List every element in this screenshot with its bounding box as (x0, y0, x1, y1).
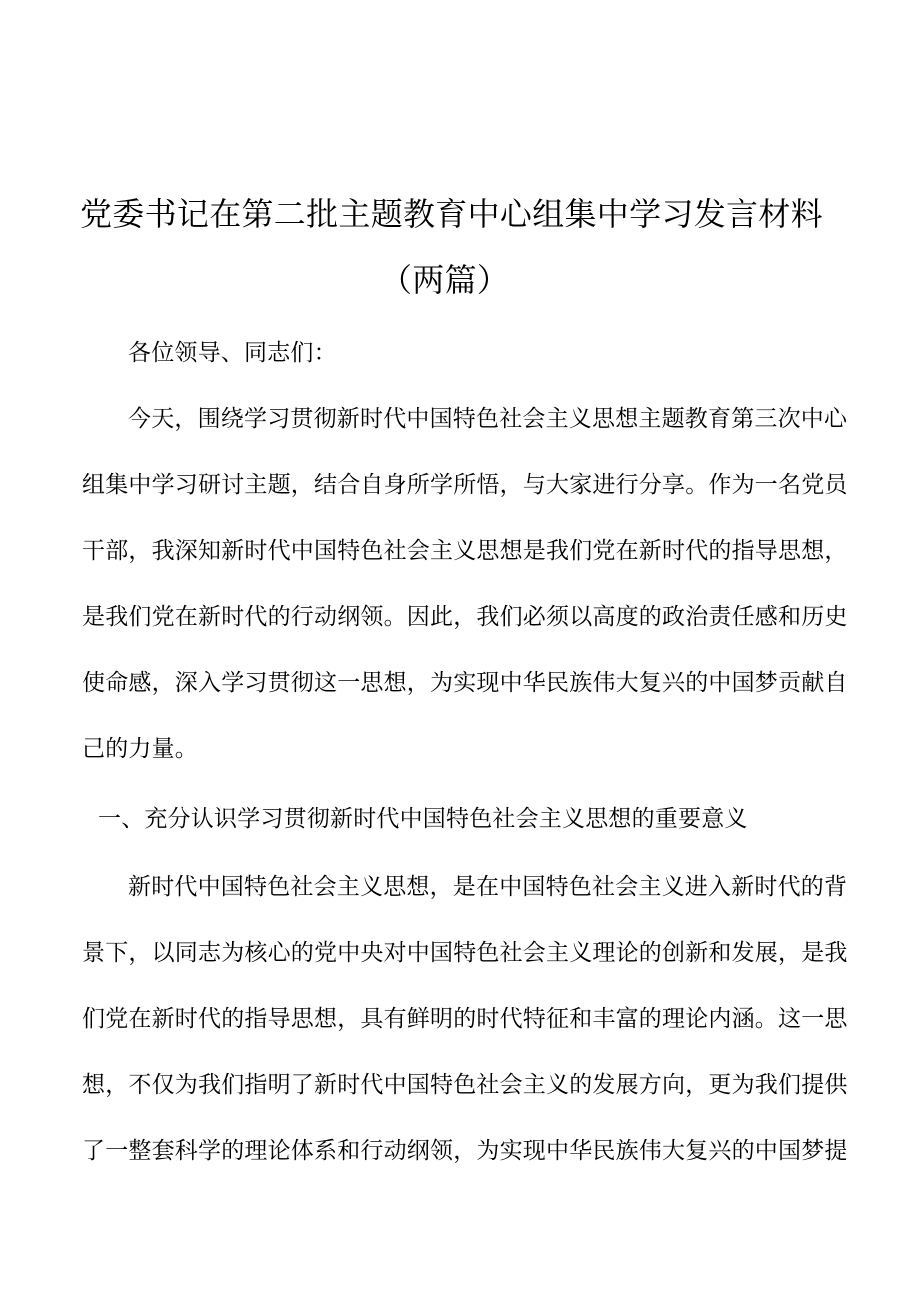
paragraph-2-line: 了一整套科学的理论体系和行动纲领，为实现中华民族伟大复兴的中国梦提 (82, 1138, 848, 1164)
section-heading: 一、充分认识学习贯彻新时代中国特色社会主义思想的重要意义 (98, 806, 748, 832)
salutation: 各位领导、同志们： (128, 340, 337, 366)
paragraph-2-line: 想，不仅为我们指明了新时代中国特色社会主义的发展方向，更为我们提供 (82, 1072, 848, 1098)
paragraph-1-line: 今天，围绕学习贯彻新时代中国特色社会主义思想主题教育第三次中心 (128, 406, 848, 432)
paragraph-2-line: 景下，以同志为核心的党中央对中国特色社会主义理论的创新和发展，是我 (82, 940, 848, 966)
paragraph-1-line: 使命感，深入学习贯彻这一思想，为实现中华民族伟大复兴的中国梦贡献自 (82, 670, 848, 696)
document-title-subtitle: （两篇） (380, 261, 510, 299)
paragraph-1-line: 是我们党在新时代的行动纲领。因此，我们必须以高度的政治责任感和历史 (82, 604, 848, 630)
document-title: 党委书记在第二批主题教育中心组集中学习发言材料 (80, 195, 823, 233)
paragraph-1-line: 干部，我深知新时代中国特色社会主义思想是我们党在新时代的指导思想， (82, 538, 848, 564)
paragraph-2-line: 新时代中国特色社会主义思想，是在中国特色社会主义进入新时代的背 (128, 874, 848, 900)
paragraph-2-line: 们党在新时代的指导思想，具有鲜明的时代特征和丰富的理论内涵。这一思 (82, 1006, 848, 1032)
paragraph-1-line: 己的力量。 (82, 736, 198, 762)
paragraph-1-line: 组集中学习研讨主题，结合自身所学所悟，与大家进行分享。作为一名党员 (82, 472, 848, 498)
